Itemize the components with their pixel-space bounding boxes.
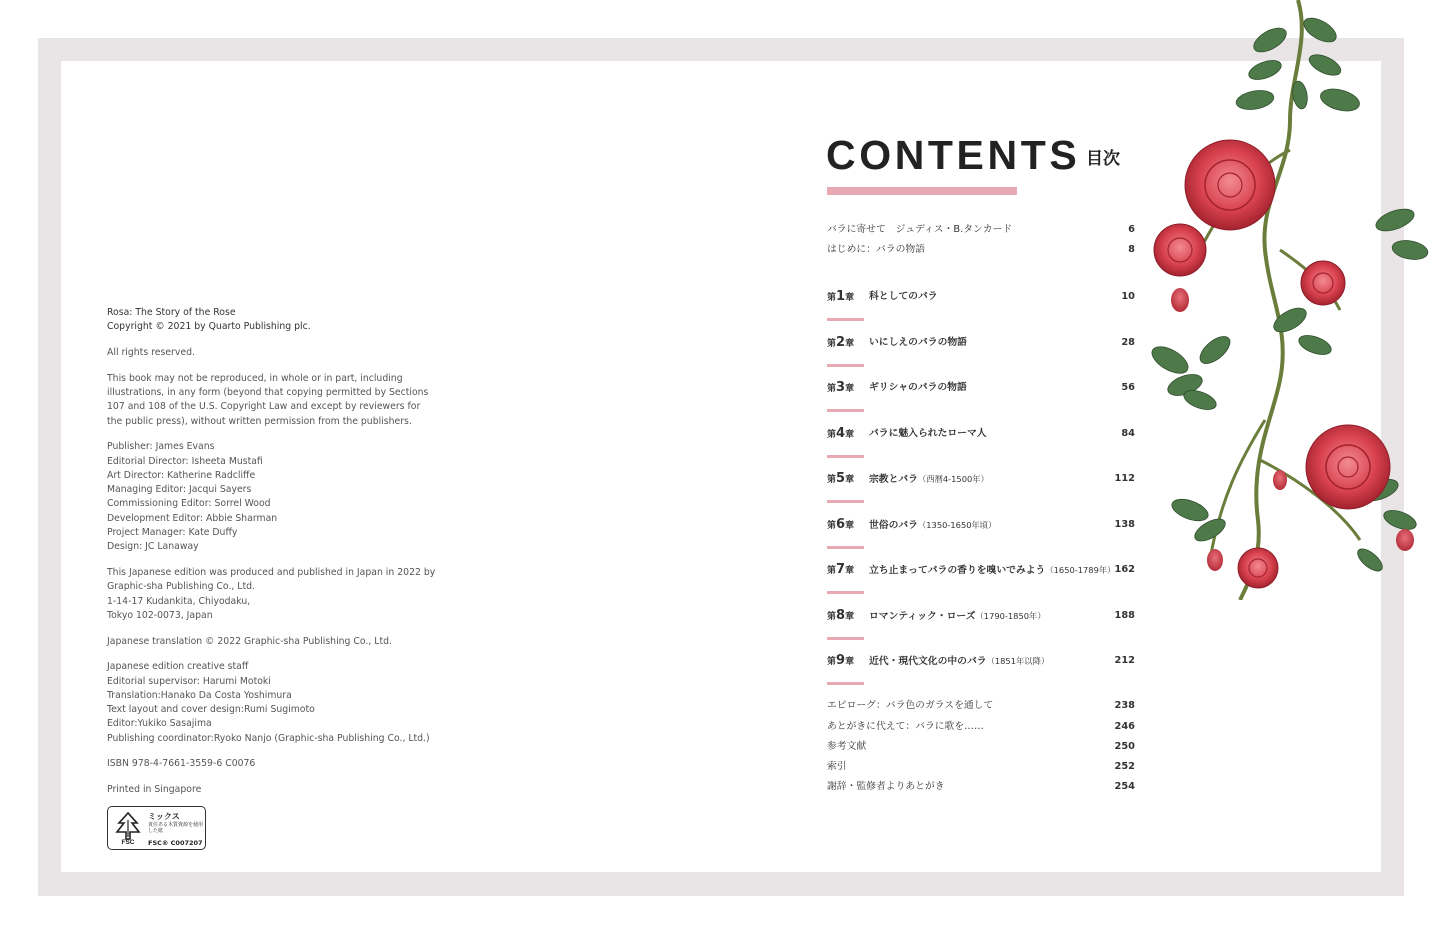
fsc-label: [107, 806, 206, 850]
toc-page: 138: [1114, 519, 1135, 530]
chapter-divider: [827, 500, 864, 503]
chapter-title: バラに魅入られたローマ人: [869, 428, 987, 439]
toc-chapter-3[interactable]: [827, 380, 1135, 396]
toc-label: はじめに：バラの物語: [827, 244, 925, 255]
staff-block: [107, 440, 447, 554]
jp-staff-line: Publishing coordinator:Ryoko Nanjo (Graphic-sha Publishing Co., Ltd.): [107, 732, 430, 744]
chapter-number: 第8章: [827, 608, 855, 623]
toc-chapter-6[interactable]: [827, 517, 1135, 533]
toc-label: 索引: [827, 761, 847, 772]
chapter-number: 第5章: [827, 471, 855, 486]
rights-block: [107, 346, 447, 360]
chapter-number: 第7章: [827, 562, 855, 577]
copyright-line: Copyright © 2021 by Quarto Publishing plc.: [107, 321, 311, 333]
toc-page: 56: [1121, 382, 1135, 393]
japan-edition-line: This Japanese edition was produced and published in Japan in 2022 by: [107, 567, 436, 579]
toc-item[interactable]: [827, 779, 1135, 795]
notice-line: This book may not be reproduced, in whole or in part, including: [107, 372, 403, 384]
chapter-title: いにしえのバラの物語: [869, 337, 967, 348]
chapter-divider: [827, 318, 864, 321]
toc-label: 参考文献: [827, 741, 867, 752]
toc-page: 250: [1114, 741, 1135, 752]
translation-copyright: Japanese translation © 2022 Graphic-sha Publishing Co., Ltd.: [107, 635, 392, 647]
chapter-number: 第1章: [827, 289, 855, 304]
toc-item[interactable]: [827, 739, 1135, 755]
fsc-sub: 責任ある木質資源を使用した紙: [148, 822, 204, 834]
toc-chapter-8[interactable]: [827, 608, 1135, 624]
toc-item[interactable]: [827, 759, 1135, 775]
isbn-block: [107, 757, 447, 771]
toc-item[interactable]: [827, 719, 1135, 735]
toc-label: バラに寄せて ジュディス・B.タンカード: [827, 224, 1013, 235]
toc-page: 10: [1121, 291, 1135, 302]
chapter-divider: [827, 682, 864, 685]
chapter-number: 第4章: [827, 426, 855, 441]
jp-staff-line: Japanese edition creative staff: [107, 661, 249, 673]
jp-staff-line: Editorial supervisor: Harumi Motoki: [107, 675, 271, 687]
japan-edition-block: [107, 566, 447, 623]
toc-label: エピローグ：バラ色のガラスを通して: [827, 700, 994, 711]
fsc-tree-icon: [114, 811, 142, 845]
chapter-title: 世俗のバラ（1350-1650年頃）: [869, 520, 997, 531]
notice-line: the public press), without written permission from the publishers.: [107, 415, 412, 427]
fsc-mix: ミックス: [148, 812, 180, 821]
chapter-title: 科としてのバラ: [869, 291, 938, 302]
notice-block: [107, 372, 447, 429]
chapter-divider: [827, 409, 864, 412]
toc-label: あとがきに代えて：バラに歌を……: [827, 721, 984, 732]
toc-page: 112: [1114, 473, 1135, 484]
translation-block: [107, 635, 447, 649]
toc-page: 8: [1128, 244, 1135, 255]
staff-line: Art Director: Katherine Radcliffe: [107, 469, 256, 481]
toc-page: 254: [1114, 781, 1135, 792]
fsc-logo-text: FSC: [121, 839, 135, 845]
japan-edition-line: 1-14-17 Kudankita, Chiyodaku,: [107, 595, 251, 607]
rose-illustration: [1140, 0, 1442, 600]
chapter-title: ギリシャのバラの物語: [869, 382, 967, 393]
staff-line: Publisher: James Evans: [107, 441, 215, 453]
chapter-number: 第3章: [827, 380, 855, 395]
japan-edition-line: Graphic-sha Publishing Co., Ltd.: [107, 581, 255, 593]
chapter-divider: [827, 591, 864, 594]
rights-line: All rights reserved.: [107, 346, 195, 358]
jp-staff-block: [107, 660, 447, 746]
title-underline: [827, 187, 1017, 195]
toc-chapter-9[interactable]: [827, 653, 1135, 669]
chapter-number: 第9章: [827, 653, 855, 668]
staff-line: Managing Editor: Jacqui Sayers: [107, 484, 252, 496]
toc-label: 謝辞・監修者よりあとがき: [827, 781, 945, 792]
chapter-divider: [827, 637, 864, 640]
staff-line: Editorial Director: Isheeta Mustafi: [107, 455, 263, 467]
toc-item[interactable]: [827, 698, 1135, 714]
toc-page: 238: [1114, 700, 1135, 711]
contents-title: CONTENTS: [826, 132, 1081, 178]
toc-page: 212: [1114, 655, 1135, 666]
toc-page: 28: [1121, 337, 1135, 348]
toc-item[interactable]: [827, 222, 1135, 238]
jp-staff-line: Text layout and cover design:Rumi Sugimoto: [107, 704, 315, 716]
chapter-title: 近代・現代文化の中のバラ（1851年以降）: [869, 656, 1050, 667]
japan-edition-line: Tokyo 102-0073, Japan: [107, 609, 213, 621]
staff-line: Development Editor: Abbie Sharman: [107, 512, 278, 524]
toc-page: 84: [1121, 428, 1135, 439]
toc-chapter-4[interactable]: [827, 426, 1135, 442]
isbn: ISBN 978-4-7661-3559-6 C0076: [107, 758, 256, 770]
notice-line: 107 and 108 of the U.S. Copyright Law and except by reviewers for: [107, 401, 421, 413]
chapter-title: 宗教とバラ（西暦4-1500年）: [869, 474, 989, 485]
printed-block: [107, 783, 447, 797]
colophon-title-block: [107, 306, 447, 335]
chapter-number: 第6章: [827, 517, 855, 532]
chapter-divider: [827, 455, 864, 458]
toc-chapter-7[interactable]: [827, 562, 1135, 578]
printed-in: Printed in Singapore: [107, 784, 202, 796]
toc-item[interactable]: [827, 242, 1135, 258]
chapter-number: 第2章: [827, 335, 855, 350]
fsc-code: FSC® C007207: [148, 839, 203, 847]
colophon: [107, 306, 447, 809]
chapter-title: ロマンティック・ローズ（1790-1850年）: [869, 611, 1046, 622]
chapter-title: 立ち止まってバラの香りを嗅いでみよう（1650-1789年）: [869, 565, 1116, 576]
staff-line: Design: JC Lanaway: [107, 541, 199, 553]
staff-line: Project Manager: Kate Duffy: [107, 527, 238, 539]
notice-line: illustrations, in any form (beyond that copying permitted by Sections: [107, 386, 429, 398]
toc-page: 246: [1114, 721, 1135, 732]
toc-page: 188: [1114, 610, 1135, 621]
contents-title-jp: 目次: [1086, 149, 1120, 169]
toc-chapter-1[interactable]: [827, 289, 1135, 305]
toc-page: 162: [1114, 564, 1135, 575]
jp-staff-line: Editor:Yukiko Sasajima: [107, 718, 212, 730]
toc-page: 6: [1128, 224, 1135, 235]
chapter-divider: [827, 546, 864, 549]
chapter-divider: [827, 364, 864, 367]
toc-page: 252: [1114, 761, 1135, 772]
jp-staff-line: Translation:Hanako Da Costa Yoshimura: [107, 689, 292, 701]
book-title: Rosa: The Story of the Rose: [107, 307, 236, 318]
toc-chapter-2[interactable]: [827, 335, 1135, 351]
staff-line: Commissioning Editor: Sorrel Wood: [107, 498, 271, 510]
toc-chapter-5[interactable]: [827, 471, 1135, 487]
